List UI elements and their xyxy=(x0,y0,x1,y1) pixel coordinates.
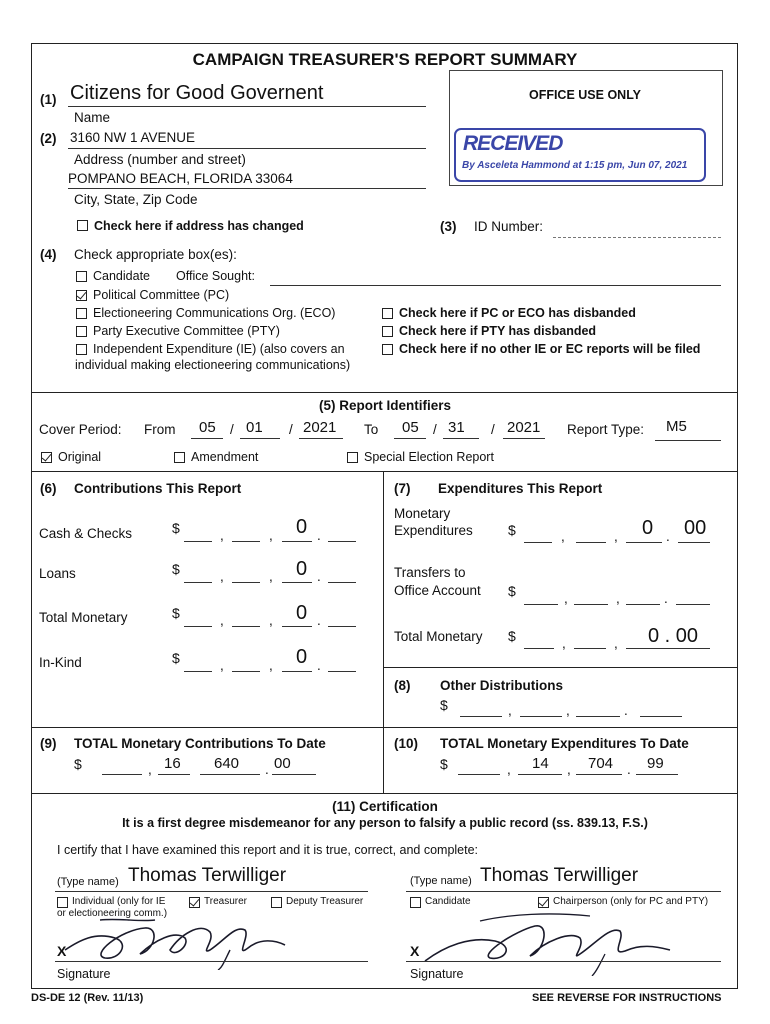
comma: , xyxy=(148,762,152,777)
left-name-value[interactable]: Thomas Terwilliger xyxy=(128,865,287,886)
political-committee-label: Political Committee (PC) xyxy=(93,288,230,302)
form-id: DS-DE 12 (Rev. 11/13) xyxy=(31,992,144,1004)
amount-line xyxy=(576,716,620,717)
dollar-sign: $ xyxy=(508,522,516,538)
amount-line xyxy=(232,626,260,627)
amount-line xyxy=(640,716,682,717)
in-kind-label: In-Kind xyxy=(39,655,82,670)
city-underline xyxy=(68,188,426,189)
treasurer-checkbox[interactable] xyxy=(189,897,200,908)
comma: , xyxy=(561,529,565,544)
transfers-label-1: Transfers to xyxy=(394,565,466,580)
deputy-treasurer-label: Deputy Treasurer xyxy=(286,896,364,907)
amount-line xyxy=(520,716,562,717)
no-other-ie-label: Check here if no other IE or EC reports will be filed xyxy=(399,342,701,356)
dollar-sign: $ xyxy=(172,520,180,536)
dollar-sign: $ xyxy=(440,697,448,713)
amount-line xyxy=(282,541,312,542)
report-type-label: Report Type: xyxy=(567,422,645,437)
report-identifiers-title: (5) Report Identifiers xyxy=(318,398,451,413)
office-sought-label: Office Sought: xyxy=(176,269,255,283)
pty-checkbox[interactable] xyxy=(76,326,87,337)
address-changed-checkbox[interactable] xyxy=(77,220,88,231)
slash-4: / xyxy=(491,422,495,437)
from-year-line xyxy=(299,438,343,439)
divider-sec6 xyxy=(31,471,738,472)
from-label: From xyxy=(144,422,176,437)
right-name-value[interactable]: Thomas Terwilliger xyxy=(480,865,639,886)
amount-line xyxy=(626,648,710,649)
amount-line xyxy=(232,541,260,542)
comma: , xyxy=(507,762,511,777)
dollar-sign: $ xyxy=(508,628,516,644)
amount-line xyxy=(576,774,622,775)
from-year[interactable]: 2021 xyxy=(303,419,337,436)
comma: , xyxy=(269,658,273,673)
amount-line xyxy=(200,774,260,775)
comma: , xyxy=(508,703,512,718)
comma: , xyxy=(566,703,570,718)
individual-label-1: Individual (only for IE xyxy=(72,896,166,907)
treasurer-label: Treasurer xyxy=(204,896,247,907)
amount-line xyxy=(524,542,552,543)
amount-line xyxy=(282,671,312,672)
dot: . xyxy=(624,703,628,718)
chairperson-label: Chairperson (only for PC and PTY) xyxy=(553,896,709,907)
report-type-line xyxy=(655,440,721,441)
amount-line xyxy=(102,774,142,775)
amount-line xyxy=(184,541,212,542)
transfers-label-2: Office Account xyxy=(394,583,481,598)
dollar-sign: $ xyxy=(508,583,516,599)
cash-checks-label: Cash & Checks xyxy=(39,526,133,541)
monetary-expenditures-dollars: 0 xyxy=(642,517,654,539)
dot: . xyxy=(317,658,321,673)
total-expenditures-cents: 99 xyxy=(647,755,664,772)
right-signature-x: X xyxy=(410,943,420,959)
comma: , xyxy=(220,569,224,584)
loans-value: 0 xyxy=(296,558,308,580)
deputy-treasurer-checkbox[interactable] xyxy=(271,897,282,908)
left-signature-label: Signature xyxy=(57,967,111,981)
total-contributions-cents: 00 xyxy=(274,755,291,772)
dot: . xyxy=(317,569,321,584)
amount-line xyxy=(524,648,554,649)
amount-line xyxy=(676,604,710,605)
received-stamp xyxy=(454,128,706,182)
to-year-line xyxy=(503,438,545,439)
monetary-label-2: Expenditures xyxy=(394,523,473,538)
left-type-name-label: (Type name) xyxy=(57,876,119,888)
section-9-number: (9) xyxy=(40,736,57,751)
city-label: City, State, Zip Code xyxy=(74,192,198,207)
right-signature-image xyxy=(420,906,680,976)
check-boxes-label: Check appropriate box(es): xyxy=(74,247,237,262)
section-10-number: (10) xyxy=(394,736,419,751)
in-kind-value: 0 xyxy=(296,646,308,668)
name-underline xyxy=(68,106,426,107)
amount-line xyxy=(458,774,500,775)
amount-line xyxy=(328,671,356,672)
amount-line xyxy=(184,671,212,672)
comma: , xyxy=(564,591,568,606)
amount-line xyxy=(328,626,356,627)
divider-sec5 xyxy=(31,392,738,393)
from-month-line xyxy=(191,438,223,439)
comma: , xyxy=(614,529,618,544)
total-expenditures-thousands: 14 xyxy=(532,755,549,772)
comma: , xyxy=(220,613,224,628)
divider-sec9 xyxy=(31,727,738,728)
amount-line xyxy=(282,582,312,583)
form-title: CAMPAIGN TREASURER'S REPORT SUMMARY xyxy=(192,50,578,69)
to-day[interactable]: 31 xyxy=(448,419,465,436)
disband-pc-label: Check here if PC or ECO has disbanded xyxy=(399,306,636,320)
to-label: To xyxy=(364,422,379,437)
dollar-sign: $ xyxy=(74,756,82,772)
amount-line xyxy=(232,582,260,583)
divider-sec11 xyxy=(31,793,738,794)
name-label: Name xyxy=(74,110,111,125)
amount-line xyxy=(626,542,662,543)
disband-pty-checkbox[interactable] xyxy=(382,326,393,337)
certify-statement: I certify that I have examined this report and it is true, correct, and complete: xyxy=(57,843,479,857)
street-underline xyxy=(68,148,426,149)
cash-value: 0 xyxy=(296,516,308,538)
amount-line xyxy=(636,774,678,775)
dollar-sign: $ xyxy=(172,605,180,621)
street-value[interactable]: 3160 NW 1 AVENUE xyxy=(70,130,196,145)
see-reverse-instructions: SEE REVERSE FOR INSTRUCTIONS xyxy=(532,992,722,1004)
dot: . xyxy=(265,762,269,777)
to-month[interactable]: 05 xyxy=(402,419,419,436)
amount-line xyxy=(272,774,316,775)
comma: , xyxy=(567,762,571,777)
loans-label: Loans xyxy=(39,566,76,581)
total-contributions-units: 640 xyxy=(214,755,240,772)
comma: , xyxy=(614,636,618,651)
pty-label: Party Executive Committee (PTY) xyxy=(93,324,280,338)
left-signature-x: X xyxy=(57,943,67,959)
amendment-label: Amendment xyxy=(191,450,259,464)
amount-line xyxy=(574,648,606,649)
dot: . xyxy=(627,762,631,777)
section-7-number: (7) xyxy=(394,481,411,496)
office-sought-line[interactable] xyxy=(270,285,721,286)
no-other-ie-checkbox[interactable] xyxy=(382,344,393,355)
comma: , xyxy=(562,636,566,651)
right-type-name-label: (Type name) xyxy=(410,875,472,887)
special-election-label: Special Election Report xyxy=(364,450,494,464)
dot: . xyxy=(666,529,670,544)
section-8-number: (8) xyxy=(394,678,411,693)
ie-label-line2: individual making electioneering communications) xyxy=(75,358,351,372)
amount-line xyxy=(524,604,558,605)
total-expenditures-title: TOTAL Monetary Expenditures To Date xyxy=(440,736,689,751)
amount-line xyxy=(574,604,608,605)
to-month-line xyxy=(394,438,426,439)
individual-checkbox[interactable] xyxy=(57,897,68,908)
eco-label: Electioneering Communications Org. (ECO) xyxy=(93,306,336,320)
dot: . xyxy=(317,613,321,628)
id-number-label: ID Number: xyxy=(474,219,544,234)
slash-3: / xyxy=(433,422,437,437)
right-signature-label: Signature xyxy=(410,967,464,981)
amount-line xyxy=(184,582,212,583)
contributions-title: Contributions This Report xyxy=(74,481,242,496)
total-monetary-label: Total Monetary xyxy=(39,610,128,625)
office-use-label: OFFICE USE ONLY xyxy=(528,88,642,102)
disband-pty-label: Check here if PTY has disbanded xyxy=(399,324,597,338)
political-committee-checkbox[interactable] xyxy=(76,290,87,301)
amount-line xyxy=(232,671,260,672)
ie-checkbox[interactable] xyxy=(76,344,87,355)
report-type-value[interactable]: M5 xyxy=(666,418,687,435)
amount-line xyxy=(678,542,710,543)
individual-label-2: or electioneering comm.) xyxy=(57,908,168,919)
candidate-cert-label: Candidate xyxy=(425,896,471,907)
slash-2: / xyxy=(289,422,293,437)
amendment-checkbox[interactable] xyxy=(174,452,185,463)
right-signature-line xyxy=(406,961,721,962)
left-signature-line xyxy=(55,961,368,962)
from-day[interactable]: 01 xyxy=(246,419,263,436)
expenditures-total-label: Total Monetary xyxy=(394,629,483,644)
candidate-label: Candidate xyxy=(93,269,150,283)
right-name-line xyxy=(406,891,721,892)
address-changed-label: Check here if address has changed xyxy=(94,219,304,233)
disband-pc-checkbox[interactable] xyxy=(382,308,393,319)
total-contributions-title: TOTAL Monetary Contributions To Date xyxy=(74,736,326,751)
section-4-number: (4) xyxy=(40,247,57,262)
comma: , xyxy=(269,528,273,543)
ie-label-line1: Independent Expenditure (IE) (also covers an xyxy=(93,342,345,356)
amount-line xyxy=(576,542,606,543)
section-1-number: (1) xyxy=(40,92,57,107)
from-day-line xyxy=(240,438,280,439)
amount-line xyxy=(518,774,562,775)
section-2-number: (2) xyxy=(40,131,57,146)
section-6-number: (6) xyxy=(40,481,57,496)
to-year[interactable]: 2021 xyxy=(507,419,541,436)
divider-vertical-9-10 xyxy=(383,727,384,793)
other-distributions-title: Other Distributions xyxy=(440,678,564,693)
eco-checkbox[interactable] xyxy=(76,308,87,319)
dollar-sign: $ xyxy=(172,561,180,577)
amount-line xyxy=(328,541,356,542)
total-expenditures-units: 704 xyxy=(588,755,614,772)
comma: , xyxy=(269,569,273,584)
certification-warning: It is a first degree misdemeanor for any person to falsify a public record (ss. 839.13, F.S.) xyxy=(122,816,648,830)
original-label: Original xyxy=(58,450,102,464)
divider-vertical-6-7 xyxy=(383,471,384,727)
received-stamp-text: By Asceleta Hammond at 1:15 pm, Jun 07, 2021 xyxy=(462,160,688,171)
committee-name-value[interactable]: Citizens for Good Governent xyxy=(70,82,324,104)
dollar-sign: $ xyxy=(172,650,180,666)
comma: , xyxy=(616,591,620,606)
dot: . xyxy=(664,591,668,606)
special-election-checkbox[interactable] xyxy=(347,452,358,463)
street-label: Address (number and street) xyxy=(74,152,246,167)
comma: , xyxy=(269,613,273,628)
comma: , xyxy=(220,528,224,543)
received-stamp-title: RECEIVED xyxy=(463,132,563,155)
total-contributions-thousands: 16 xyxy=(164,755,181,772)
divider-sec8 xyxy=(383,667,738,668)
city-value[interactable]: POMPANO BEACH, FLORIDA 33064 xyxy=(68,171,293,186)
amount-line xyxy=(184,626,212,627)
monetary-expenditures-cents: 00 xyxy=(684,517,707,539)
comma: , xyxy=(220,658,224,673)
amount-line xyxy=(460,716,502,717)
amount-line xyxy=(158,774,190,775)
expenditures-total-value: 0 . 00 xyxy=(648,625,699,647)
left-name-line xyxy=(55,891,368,892)
amount-line xyxy=(626,604,660,605)
amount-line xyxy=(328,582,356,583)
to-day-line xyxy=(443,438,479,439)
id-number-line[interactable] xyxy=(553,237,721,238)
monetary-label-1: Monetary xyxy=(394,506,451,521)
section-3-number: (3) xyxy=(440,219,457,234)
dollar-sign: $ xyxy=(440,756,448,772)
amount-line xyxy=(282,626,312,627)
original-checkbox[interactable] xyxy=(41,452,52,463)
from-month[interactable]: 05 xyxy=(199,419,216,436)
candidate-checkbox[interactable] xyxy=(76,271,87,282)
slash-1: / xyxy=(230,422,234,437)
total-monetary-value: 0 xyxy=(296,602,308,624)
expenditures-title: Expenditures This Report xyxy=(438,481,603,496)
cover-period-label: Cover Period: xyxy=(39,422,122,437)
dot: . xyxy=(317,528,321,543)
certification-title: (11) Certification xyxy=(332,799,438,814)
